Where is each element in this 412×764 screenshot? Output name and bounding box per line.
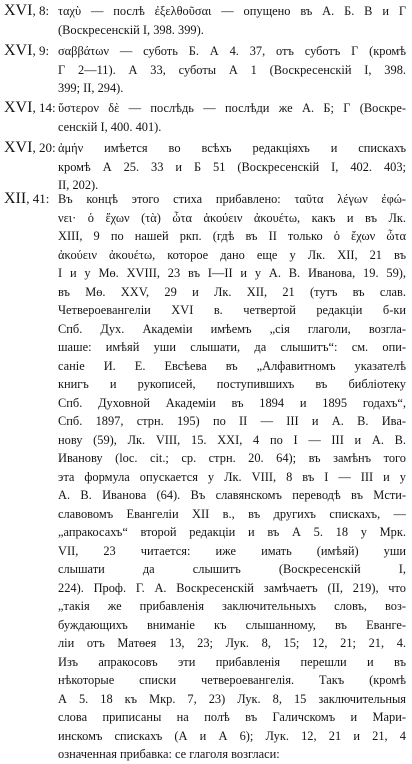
text-line: слышати да слышитъ (Воскресенскій I, [58, 562, 406, 576]
text-line: ταχὺ — послѣ ἐξελθοῦσαι — опущено въ А. Б. В и Г [58, 4, 406, 18]
text-line: 399; II, 294). [58, 81, 124, 95]
text-line: ἀκούειν ἀκουέτω, которое дано еще у Лк. XII, 21 въ [58, 247, 406, 262]
text-line: эта формула опускается у Лк. VIII, 8 въ I — III и у [58, 469, 406, 484]
text-line: слова приписаны на полѣ въ Галичскомъ и Мари- [58, 710, 406, 724]
chapter-number: XVI [4, 2, 33, 19]
text-line: VII, 23 читается: иже имать (имѣяй) уши [58, 543, 406, 558]
verse-commentary [58, 99, 406, 136]
verse-number: 41 [32, 191, 46, 206]
text-line: въ Мө. XXV, 29 и Лк. XII, 21 (тутъ въ слав. [58, 284, 406, 299]
verse-commentary [58, 2, 406, 39]
text-line: Четвероевангеліи XVI в. четвертой редакціи б-ки [58, 303, 406, 317]
text-line: нѣкоторые списки четвероевангелія. Такъ (кромѣ [58, 673, 406, 687]
text-line: нову (59), Лк. VIII, 15. XXI, 4 по I — III и А. В. [58, 432, 406, 447]
text-line: Въ концѣ этого стиха прибавлено: ταῦτα λέγων ἐφώ- [58, 192, 406, 206]
text-line: I и у Мө. XVIII, 23 въ I—II и у А. В. Иванова, 19. 59), [58, 266, 406, 280]
text-line: „такія же прибавленія заключительныхъ словъ, воз- [58, 599, 406, 613]
text-line: 224). Проф. Г. А. Воскресенскій замѣчаетъ (II, 219), что [58, 580, 406, 595]
text-line: νει· ὁ ἔχων (τὰ) ὦτα ἀκούειν ἀκουέτω, какъ и въ Лк. [58, 210, 406, 225]
reference-separator: , [26, 191, 33, 206]
verse-reference [4, 2, 49, 20]
text-line: Спб. Дух. Академіи имѣемъ „сія глаголи, возгла- [58, 321, 406, 336]
text-line: сенскій І, 400. 401). [58, 119, 162, 134]
reference-colon: : [51, 140, 56, 155]
text-line: означенная прибавка: се глаголя возгласи: [58, 747, 280, 761]
reference-colon: : [45, 191, 50, 206]
verse-commentary [58, 190, 406, 764]
chapter-number: XVI [4, 99, 33, 116]
text-line: II, 202). [58, 178, 99, 192]
text-line: буждающихъ вниманіе къ слышанному, въ Еванге- [58, 617, 406, 632]
text-line: Иванову (loc. cit.; ср. стрн. 20. 64); въ замѣнъ того [58, 451, 406, 465]
text-line: „апракосахъ“ второй редакціи и въ А 5. 18 у Мрк. [58, 525, 406, 539]
reference-separator: , [32, 100, 39, 115]
reference-separator: , [32, 140, 39, 155]
verse-reference [4, 42, 49, 60]
verse-reference [4, 190, 49, 208]
verse-number: 8 [38, 3, 46, 18]
text-line: ἀμήν имѣется во всѣхъ редакціяхъ и спискахъ [58, 141, 406, 155]
text-line: Спб. Духовной Академіи въ 1894 и 1895 годахъ“, [58, 395, 406, 410]
text-line: кромѣ А 25. 33 и Б 51 (Воскресенскій І, 402. 403; [58, 159, 406, 174]
reference-colon: : [51, 100, 56, 115]
chapter-number: XII [4, 190, 27, 207]
verse-reference [4, 99, 56, 117]
text-line: Изъ апракосовъ эти прибавленія перешли и въ [58, 654, 406, 669]
verse-number: 20 [38, 140, 52, 155]
text-line: инскомъ спискахъ (А и А 6); Лук. 12, 21 и 21, 4 [58, 728, 406, 743]
text-line: славовомъ Евангеліи XII в., въ другихъ спискахъ, — [58, 506, 406, 521]
reference-colon: : [45, 43, 50, 58]
chapter-number: XVI [4, 139, 33, 156]
text-line: Спб. 1897, стрн. 195) по II — III и А. В. Ива- [58, 414, 406, 428]
text-line: (Воскресенскій І, 398. 399). [58, 22, 204, 37]
verse-number: 14 [38, 100, 52, 115]
text-line: ὕστερον δὲ — послѣдь — послѣди же А. Б; Г (Воскре- [58, 101, 406, 115]
verse-commentary [58, 139, 406, 195]
text-line: А 5. 18 къ Мкр. 7, 23) Лук. 8, 15 заключительныя [58, 691, 406, 706]
reference-colon: : [45, 3, 50, 18]
text-line: саніе И. Е. Евсѣева въ „Алфавитномъ указателѣ [58, 358, 406, 373]
chapter-number: XVI [4, 42, 33, 59]
text-line: XIII, 9 по нашей ркп. (гдѣ въ II только ὁ ἔχων ὦτα [58, 229, 406, 243]
reference-separator: , [32, 3, 39, 18]
text-line: ліи отъ Матөея 13, 23; Лук. 8, 15; 12, 21; 21, 4. [58, 636, 406, 650]
verse-commentary [58, 42, 406, 98]
verse-number: 9 [38, 43, 46, 58]
text-line: книгъ и рукописей, поступившихъ въ библіотеку [58, 377, 406, 391]
text-line: σαββάτων — суботь Б. А 4. 37, отъ суботъ Г (кромѣ [58, 44, 406, 58]
text-line: А. В. Иванова (64). Въ славянскомъ переводѣ въ Мсти- [58, 488, 406, 502]
verse-reference [4, 139, 56, 157]
text-line: шаше: имѣяй уши слышати, да слышитъ“: см. опи- [58, 340, 406, 354]
reference-separator: , [32, 43, 39, 58]
text-line: Г 2—11). А 33, суботы А 1 (Воскресенскій І, 398. [58, 62, 406, 77]
